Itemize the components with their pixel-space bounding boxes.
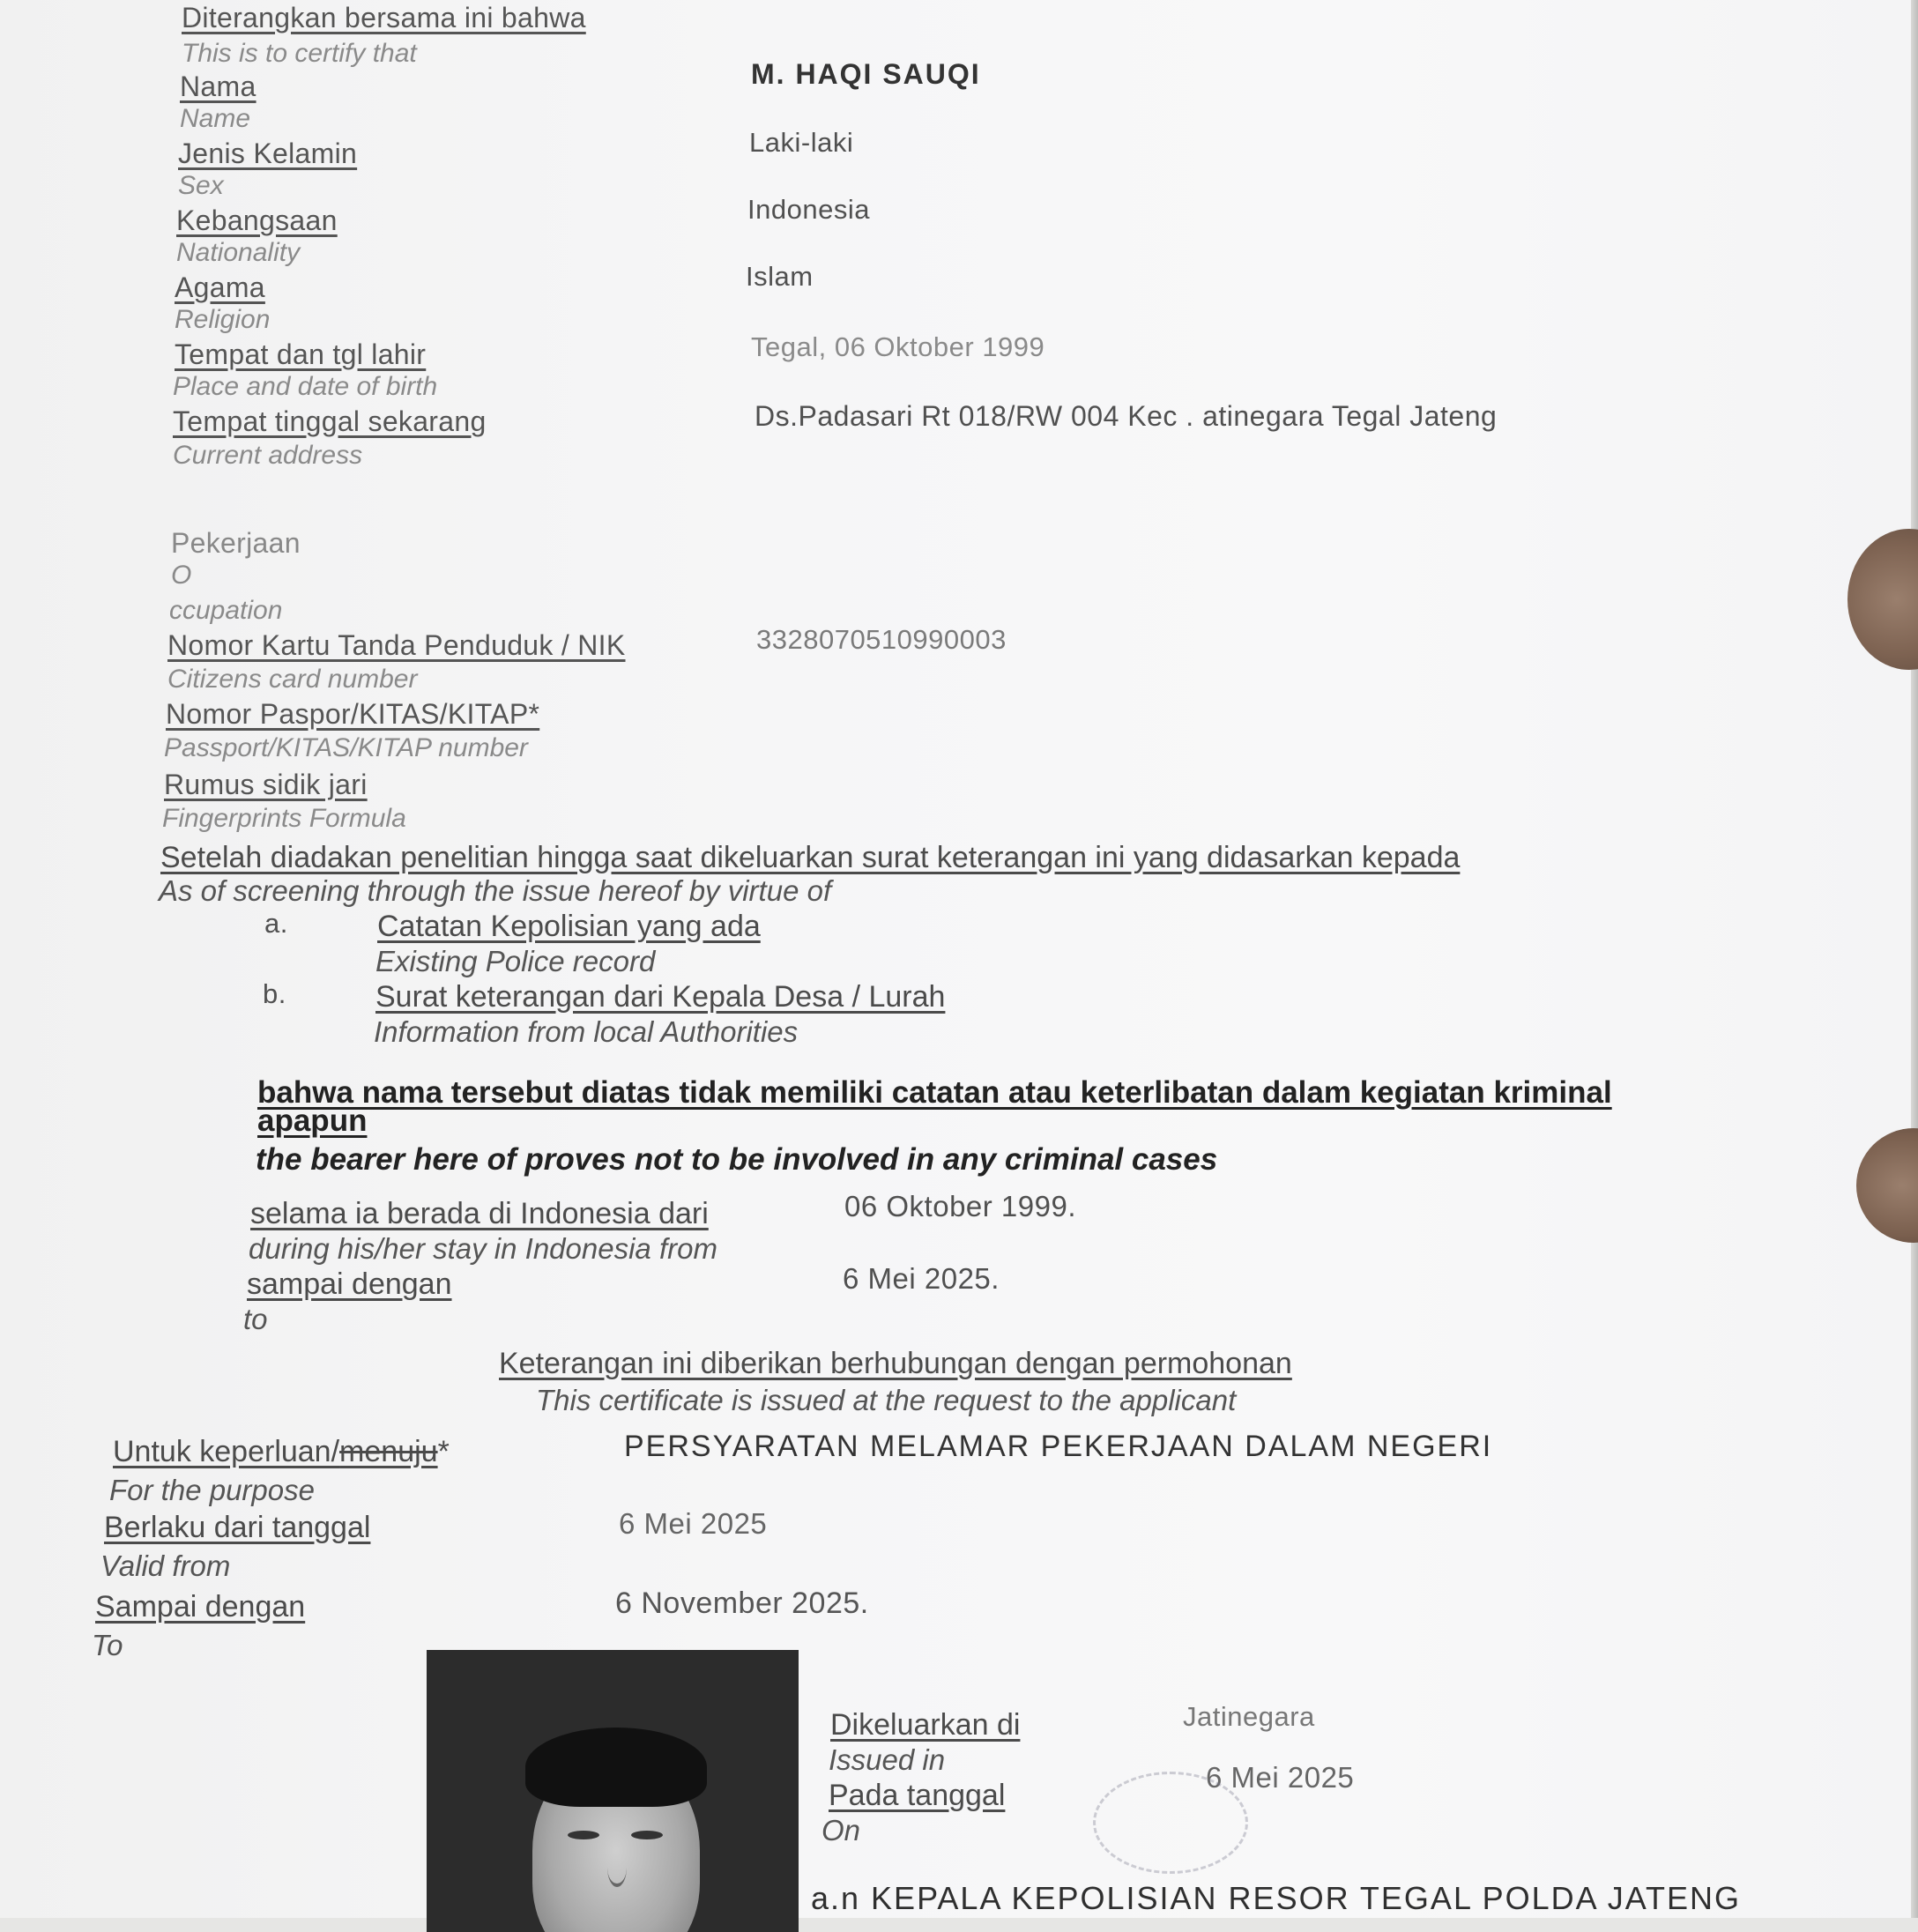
stay-to-label-english: to — [243, 1303, 268, 1335]
valid-from-label-english: Valid from — [100, 1549, 231, 1582]
screening-item-b: Surat keterangan dari Kepala Desa / Lurah — [375, 980, 946, 1014]
screening-item-a-english: Existing Police record — [375, 945, 656, 977]
valid-from-value: 6 Mei 2025 — [619, 1507, 768, 1540]
stay-to-label: sampai dengan — [247, 1267, 452, 1301]
photo-hair — [525, 1728, 707, 1807]
issued-place-value: Jatinegara — [1183, 1701, 1315, 1732]
applicant-photo — [427, 1650, 799, 1932]
photo-eye-right — [631, 1831, 663, 1839]
purpose-value: PERSYARATAN MELAMAR PEKERJAAN DALAM NEGERI — [624, 1430, 1493, 1463]
statement-line-2: apapun — [257, 1103, 368, 1138]
nik-label-english: Citizens card number — [167, 665, 418, 694]
address-value: Ds.Padasari Rt 018/RW 004 Kec . atinegara Tegal Jateng — [755, 400, 1498, 432]
religion-label-english: Religion — [175, 305, 271, 334]
faint-stamp — [1093, 1772, 1248, 1874]
issued-date-value: 6 Mei 2025 — [1206, 1761, 1355, 1794]
screening-text-english: As of screening through the issue hereof by virtue of — [159, 874, 832, 907]
nik-label: Nomor Kartu Tanda Penduduk / NIK — [167, 629, 626, 661]
purpose-label-struck: menuju — [339, 1435, 438, 1468]
screening-item-a: Catatan Kepolisian yang ada — [377, 910, 761, 943]
sex-label-english: Sex — [178, 171, 224, 200]
stay-to-value: 6 Mei 2025. — [843, 1262, 1000, 1295]
screening-item-b-marker: b. — [263, 978, 286, 1009]
passport-label: Nomor Paspor/KITAS/KITAP* — [166, 698, 540, 730]
issued-place-label-english: Issued in — [829, 1743, 946, 1776]
issued-place-label: Dikeluarkan di — [830, 1708, 1021, 1742]
fingerprint-label-english: Fingerprints Formula — [162, 804, 406, 833]
nationality-label: Kebangsaan — [176, 204, 338, 236]
statement-english: the bearer here of proves not to be involved in any criminal cases — [256, 1142, 1218, 1177]
valid-from-label: Berlaku dari tanggal — [104, 1511, 371, 1544]
sex-value: Laki-laki — [749, 127, 854, 158]
occupation-label-english-2: ccupation — [169, 596, 283, 625]
birth-label-english: Place and date of birth — [173, 372, 438, 401]
stay-from-label: selama ia berada di Indonesia dari — [250, 1197, 709, 1230]
intro-indonesian: Diterangkan bersama ini bahwa — [182, 2, 586, 33]
issued-date-label-english: On — [821, 1814, 861, 1847]
request-text-english: This certificate is issued at the request to the applicant — [536, 1384, 1237, 1416]
statement-line-1: bahwa nama tersebut diatas tidak memiliki catatan atau keterlibatan dalam kegiatan kriminal — [257, 1075, 1612, 1110]
birth-label: Tempat dan tgl lahir — [175, 338, 427, 370]
screening-item-a-marker: a. — [264, 908, 288, 939]
photo-nose — [607, 1848, 627, 1887]
occupation-label-english-1: O — [171, 561, 192, 590]
paper-edge — [1911, 0, 1918, 1918]
birth-value: Tegal, 06 Oktober 1999 — [751, 331, 1045, 362]
screening-item-b-english: Information from local Authorities — [374, 1015, 799, 1048]
purpose-label: Untuk keperluan/ — [113, 1435, 340, 1468]
authority-title: a.n KEPALA KEPOLISIAN RESOR TEGAL POLDA JATENG — [811, 1880, 1742, 1916]
passport-label-english: Passport/KITAS/KITAP number — [164, 733, 528, 762]
nationality-label-english: Nationality — [176, 238, 301, 267]
valid-to-value: 6 November 2025. — [615, 1586, 869, 1620]
religion-label: Agama — [175, 271, 265, 303]
holding-thumb-upper — [1847, 529, 1918, 670]
name-label-english: Name — [180, 104, 251, 133]
valid-to-label-english: To — [92, 1629, 123, 1661]
sex-label: Jenis Kelamin — [178, 137, 358, 169]
nationality-value: Indonesia — [747, 194, 870, 225]
religion-value: Islam — [746, 261, 814, 292]
issued-date-label: Pada tanggal — [829, 1779, 1006, 1812]
name-label: Nama — [180, 71, 256, 102]
intro-english: This is to certify that — [182, 39, 417, 68]
photo-eye-left — [568, 1831, 599, 1839]
address-label: Tempat tinggal sekarang — [173, 405, 487, 437]
address-label-english: Current address — [173, 441, 363, 470]
stay-from-label-english: during his/her stay in Indonesia from — [249, 1232, 717, 1265]
holding-thumb-lower — [1856, 1128, 1918, 1243]
purpose-label-english: For the purpose — [109, 1474, 315, 1506]
request-text: Keterangan ini diberikan berhubungan dengan permohonan — [499, 1347, 1292, 1380]
occupation-label: Pekerjaan — [171, 527, 301, 559]
stay-from-value: 06 Oktober 1999. — [844, 1190, 1077, 1222]
nik-value: 3328070510990003 — [756, 624, 1007, 655]
purpose-label-mark: * — [437, 1435, 450, 1468]
name-value: M. HAQI SAUQI — [751, 58, 981, 90]
screening-text: Setelah diadakan penelitian hingga saat dikeluarkan surat keterangan ini yang didasarkan kepada — [160, 841, 1461, 874]
valid-to-label: Sampai dengan — [95, 1590, 306, 1624]
fingerprint-label: Rumus sidik jari — [164, 769, 368, 800]
purpose-label-row — [113, 1437, 450, 1467]
